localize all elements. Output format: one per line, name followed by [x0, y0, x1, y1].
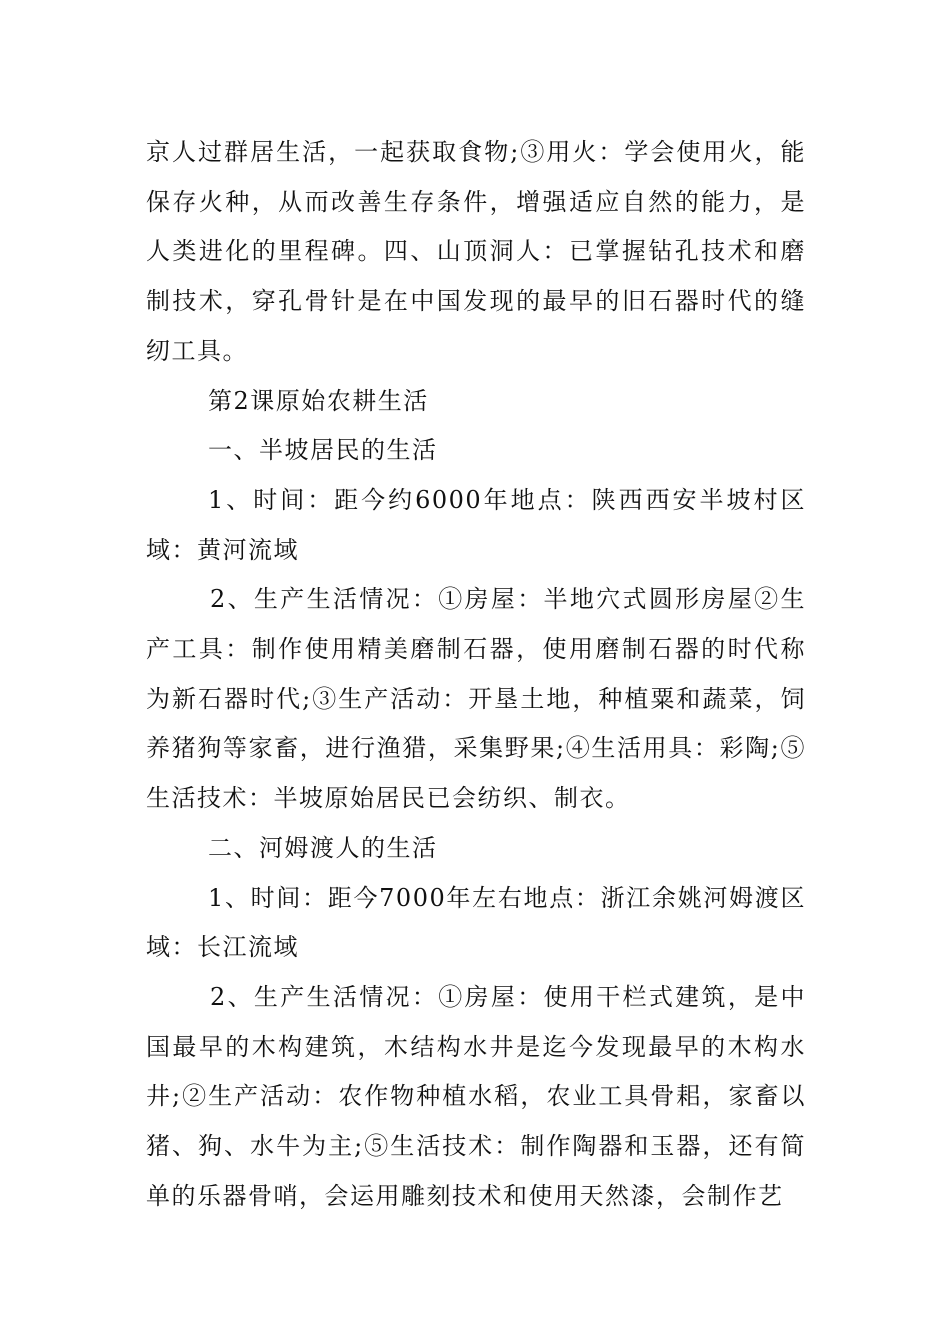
- paragraph-hemudu-time: 1、时间：距今7000年左右地点：浙江余姚河姆渡区域：长江流域: [146, 883, 806, 962]
- section-heading-hemudu: 二、河姆渡人的生活: [208, 833, 438, 862]
- paragraph-banpo-time: 1、时间：距今约6000年地点：陕西西安半坡村区域：黄河流域: [146, 485, 806, 564]
- paragraph-hemudu-life: 2、生产生活情况：①房屋：使用干栏式建筑，是中国最早的木构建筑，木结构水井是迄今发现最早的木构水井;②生产活动：农作物种植水稻，农业工具骨耜，家畜以猪、狗、水牛为主;⑤生活技术：制作陶器和玉器，还有简单的乐器骨哨，会运用雕刻技术和使用天然漆，会制作艺: [146, 982, 806, 1210]
- lesson-title: 第2课原始农耕生活: [208, 386, 429, 415]
- section-heading-banpo: 一、半坡居民的生活: [208, 436, 438, 465]
- document-page: [146, 128, 806, 1221]
- paragraph-banpo-life: 2、生产生活情况：①房屋：半地穴式圆形房屋②生产工具：制作使用精美磨制石器，使用磨制石器的时代称为新石器时代;③生产活动：开垦土地，种植粟和蔬菜，饲养猪狗等家畜，进行渔猎，采集野果;④生活用具：彩陶;⑤生活技术：半坡原始居民已会纺织、制衣。: [146, 585, 806, 813]
- paragraph-continuation: 京人过群居生活，一起获取食物;③用火：学会使用火，能保存火种，从而改善生存条件，增强适应自然的能力，是人类进化的里程碑。四、山顶洞人：已掌握钻孔技术和磨制技术，穿孔骨针是在中国发现的最早的旧石器时代的缝纫工具。: [146, 138, 806, 365]
